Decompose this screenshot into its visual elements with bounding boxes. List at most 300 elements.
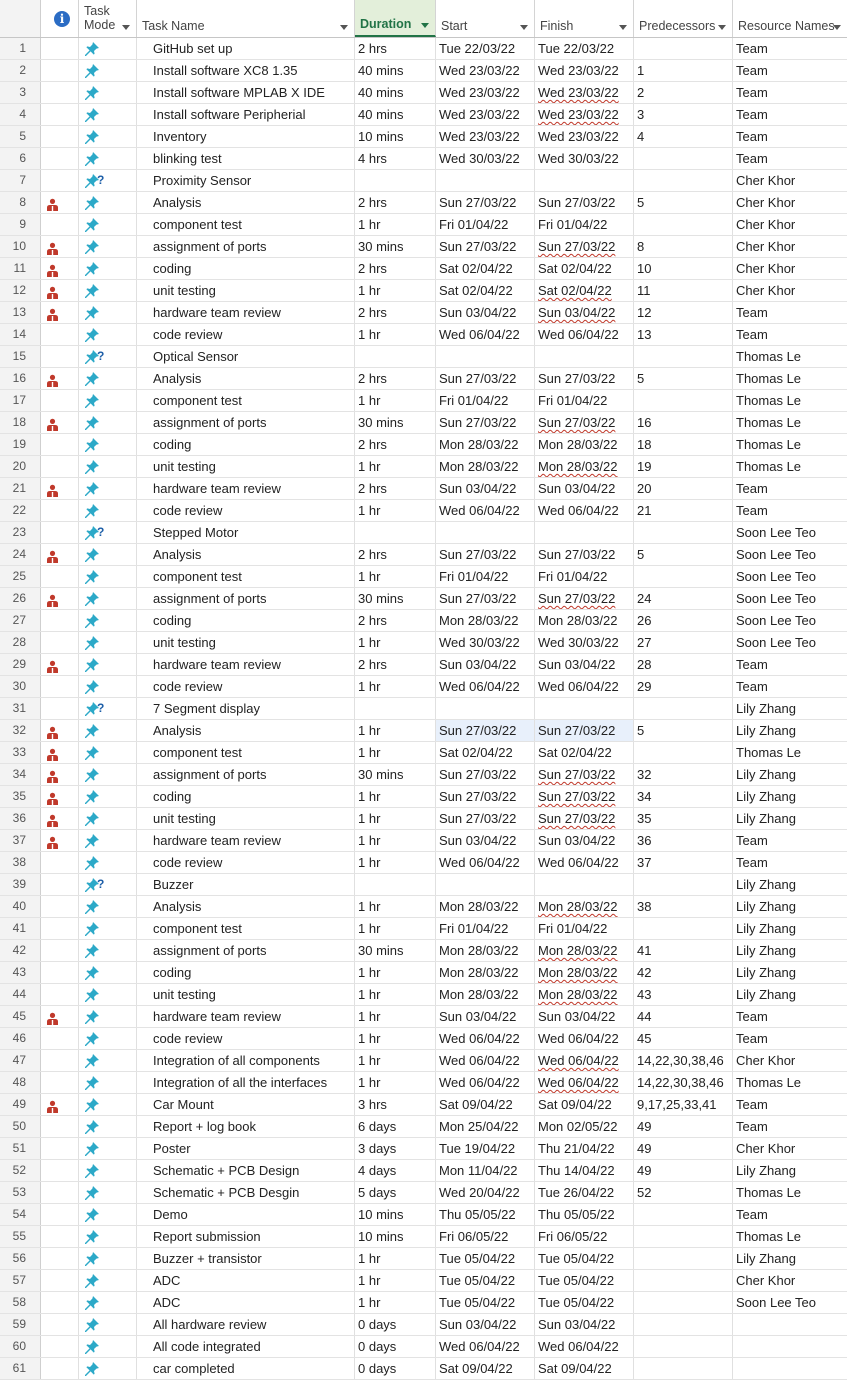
row-id-cell[interactable]: 48 [0,1072,41,1093]
task-name-cell[interactable]: code review [137,500,355,521]
resource-names-cell[interactable]: Team [736,1031,768,1046]
resource-names-cell[interactable]: Team [736,129,768,144]
finish-cell[interactable] [535,280,634,301]
task-mode-cell[interactable] [79,214,137,235]
duration-cell[interactable]: 4 days [355,1160,436,1181]
task-name-cell[interactable]: Install software Peripherial [137,104,355,125]
row-id-cell[interactable]: 20 [0,456,41,477]
finish-cell[interactable] [535,60,634,81]
resource-names-cell[interactable]: Thomas Le [736,1229,802,1244]
duration-cell[interactable]: 1 hr [355,1006,436,1027]
finish-cell[interactable] [535,368,634,389]
table-row[interactable] [0,60,847,82]
chevron-down-icon[interactable] [421,23,429,28]
chevron-down-icon[interactable] [520,25,528,30]
predecessors-cell[interactable]: 5 [634,720,733,741]
resource-names-cell[interactable]: Lily Zhang [736,723,796,738]
task-mode-cell[interactable] [79,698,137,719]
task-mode-cell[interactable] [79,808,137,829]
row-id-cell[interactable]: 54 [0,1204,41,1225]
duration-cell[interactable]: 1 hr [355,1028,436,1049]
table-row[interactable] [0,984,847,1006]
start-cell[interactable]: Mon 28/03/22 [436,962,535,983]
task-mode-cell[interactable] [79,896,137,917]
finish-cell[interactable] [535,852,634,873]
row-id-cell[interactable]: 7 [0,170,41,191]
start-cell[interactable]: Wed 06/04/22 [436,1028,535,1049]
task-mode-cell[interactable] [79,1248,137,1269]
duration-cell[interactable]: 2 hrs [355,434,436,455]
duration-cell[interactable]: 3 days [355,1138,436,1159]
finish-cell[interactable] [535,390,634,411]
table-row[interactable] [0,236,847,258]
predecessors-cell[interactable]: 44 [634,1006,733,1027]
finish-cell[interactable] [535,236,634,257]
table-row[interactable] [0,38,847,60]
duration-cell[interactable]: 30 mins [355,940,436,961]
start-cell[interactable]: Sun 03/04/22 [436,1314,535,1335]
row-id-cell[interactable]: 31 [0,698,41,719]
row-id-cell[interactable]: 23 [0,522,41,543]
task-mode-cell[interactable] [79,302,137,323]
task-name-cell[interactable]: assignment of ports [137,236,355,257]
start-cell[interactable]: Sun 27/03/22 [436,588,535,609]
predecessors-cell[interactable] [634,214,733,235]
task-name-cell[interactable]: coding [137,258,355,279]
task-name-cell[interactable]: Integration of all the interfaces [137,1072,355,1093]
task-mode-cell[interactable] [79,280,137,301]
row-id-cell[interactable]: 50 [0,1116,41,1137]
start-cell[interactable]: Sun 27/03/22 [436,368,535,389]
task-name-cell[interactable]: component test [137,214,355,235]
start-cell[interactable]: Wed 30/03/22 [436,632,535,653]
task-name-cell[interactable]: coding [137,610,355,631]
row-id-cell[interactable]: 53 [0,1182,41,1203]
row-id-cell[interactable]: 8 [0,192,41,213]
start-cell[interactable] [436,170,535,191]
row-id-cell[interactable]: 46 [0,1028,41,1049]
row-id-cell[interactable]: 61 [0,1358,41,1379]
resource-names-cell[interactable]: Lily Zhang [736,1163,796,1178]
task-name-column-header[interactable] [137,0,355,37]
resource-names-cell[interactable] [733,1336,847,1357]
resource-names-cell[interactable]: Team [736,41,768,56]
table-row[interactable] [0,412,847,434]
resource-names-cell[interactable]: Lily Zhang [736,965,796,980]
row-id-cell[interactable]: 29 [0,654,41,675]
start-cell[interactable] [436,522,535,543]
row-id-cell[interactable]: 5 [0,126,41,147]
predecessors-cell[interactable]: 9,17,25,33,41 [634,1094,733,1115]
resource-names-cell[interactable] [733,1314,847,1335]
duration-cell[interactable]: 2 hrs [355,654,436,675]
task-mode-cell[interactable] [79,258,137,279]
duration-cell[interactable]: 5 days [355,1182,436,1203]
duration-cell[interactable]: 1 hr [355,786,436,807]
start-cell[interactable]: Wed 06/04/22 [436,676,535,697]
duration-cell[interactable]: 2 hrs [355,192,436,213]
duration-cell[interactable] [355,698,436,719]
duration-cell[interactable]: 1 hr [355,984,436,1005]
start-cell[interactable]: Wed 06/04/22 [436,324,535,345]
predecessors-cell[interactable]: 34 [634,786,733,807]
row-id-cell[interactable]: 43 [0,962,41,983]
task-mode-cell[interactable] [79,874,137,895]
select-all-corner[interactable] [0,0,41,37]
resource-names-cell[interactable]: Team [736,305,768,320]
task-mode-cell[interactable] [79,1050,137,1071]
task-mode-cell[interactable] [79,610,137,631]
task-mode-cell[interactable] [79,126,137,147]
resource-names-cell[interactable]: Team [736,151,768,166]
table-row[interactable] [0,808,847,830]
finish-cell[interactable] [535,478,634,499]
resource-names-cell[interactable]: Lily Zhang [736,811,796,826]
duration-cell[interactable]: 1 hr [355,676,436,697]
row-id-cell[interactable]: 3 [0,82,41,103]
predecessors-cell[interactable] [634,1270,733,1291]
finish-cell[interactable] [535,1116,634,1137]
table-row[interactable] [0,1006,847,1028]
start-cell[interactable]: Tue 22/03/22 [436,38,535,59]
duration-cell[interactable]: 1 hr [355,720,436,741]
resource-names-cell[interactable]: Team [736,1009,768,1024]
start-cell[interactable]: Sun 03/04/22 [436,302,535,323]
predecessors-column-header[interactable] [634,0,733,37]
predecessors-cell[interactable] [634,566,733,587]
start-cell[interactable]: Wed 23/03/22 [436,82,535,103]
row-id-cell[interactable]: 22 [0,500,41,521]
start-cell[interactable]: Fri 01/04/22 [436,918,535,939]
task-mode-cell[interactable] [79,632,137,653]
task-name-cell[interactable]: ADC [137,1270,355,1291]
row-id-cell[interactable]: 34 [0,764,41,785]
task-mode-cell[interactable] [79,104,137,125]
finish-cell[interactable] [535,412,634,433]
task-name-cell[interactable]: Schematic + PCB Desgin [137,1182,355,1203]
start-cell[interactable] [436,874,535,895]
table-row[interactable] [0,522,847,544]
task-name-cell[interactable]: component test [137,918,355,939]
start-cell[interactable]: Mon 28/03/22 [436,434,535,455]
task-mode-cell[interactable] [79,742,137,763]
start-cell[interactable]: Sun 27/03/22 [436,412,535,433]
table-row[interactable] [0,104,847,126]
row-id-cell[interactable]: 19 [0,434,41,455]
task-name-cell[interactable]: Analysis [137,544,355,565]
duration-cell[interactable]: 1 hr [355,280,436,301]
finish-cell[interactable] [535,588,634,609]
row-id-cell[interactable]: 41 [0,918,41,939]
task-name-cell[interactable]: Analysis [137,720,355,741]
table-row[interactable] [0,478,847,500]
finish-cell[interactable] [535,1336,634,1357]
start-cell[interactable]: Mon 28/03/22 [436,896,535,917]
finish-cell[interactable] [535,918,634,939]
duration-cell[interactable]: 1 hr [355,1072,436,1093]
task-name-cell[interactable]: Report submission [137,1226,355,1247]
predecessors-cell[interactable]: 5 [634,368,733,389]
finish-cell[interactable] [535,962,634,983]
task-mode-cell[interactable] [79,1072,137,1093]
row-id-cell[interactable]: 58 [0,1292,41,1313]
row-id-cell[interactable]: 49 [0,1094,41,1115]
task-name-cell[interactable]: hardware team review [137,830,355,851]
duration-cell[interactable]: 1 hr [355,566,436,587]
resource-names-cell[interactable]: Soon Lee Teo [736,569,816,584]
resource-names-cell[interactable]: Thomas Le [736,1075,802,1090]
row-id-cell[interactable]: 21 [0,478,41,499]
task-mode-cell[interactable] [79,148,137,169]
start-cell[interactable]: Sat 02/04/22 [436,280,535,301]
resource-names-cell[interactable]: Team [736,85,768,100]
row-id-cell[interactable]: 2 [0,60,41,81]
row-id-cell[interactable]: 35 [0,786,41,807]
predecessors-cell[interactable]: 19 [634,456,733,477]
table-row[interactable] [0,214,847,236]
task-name-cell[interactable]: Integration of all components [137,1050,355,1071]
task-mode-cell[interactable] [79,390,137,411]
predecessors-cell[interactable] [634,1292,733,1313]
duration-cell[interactable]: 30 mins [355,764,436,785]
start-cell[interactable] [436,346,535,367]
table-row[interactable] [0,632,847,654]
table-row[interactable] [0,544,847,566]
finish-cell[interactable] [535,500,634,521]
finish-cell[interactable] [535,1226,634,1247]
task-name-cell[interactable]: Inventory [137,126,355,147]
duration-cell[interactable]: 30 mins [355,588,436,609]
start-cell[interactable]: Sun 03/04/22 [436,1006,535,1027]
task-mode-cell[interactable] [79,1006,137,1027]
table-row[interactable] [0,82,847,104]
resource-names-cell[interactable]: Lily Zhang [736,767,796,782]
row-id-cell[interactable]: 16 [0,368,41,389]
finish-cell[interactable] [535,1006,634,1027]
finish-cell[interactable] [535,698,634,719]
row-id-cell[interactable]: 38 [0,852,41,873]
resource-names-cell[interactable]: Soon Lee Teo [736,525,816,540]
predecessors-cell[interactable]: 10 [634,258,733,279]
table-row[interactable] [0,346,847,368]
predecessors-cell[interactable]: 49 [634,1138,733,1159]
task-name-cell[interactable]: Install software XC8 1.35 [137,60,355,81]
start-cell[interactable]: Wed 23/03/22 [436,60,535,81]
duration-cell[interactable]: 1 hr [355,324,436,345]
table-row[interactable] [0,1204,847,1226]
task-name-cell[interactable]: component test [137,566,355,587]
resource-names-cell[interactable]: Cher Khor [736,1273,796,1288]
chevron-down-icon[interactable] [340,25,348,30]
finish-cell[interactable] [535,940,634,961]
finish-cell[interactable] [535,720,634,741]
task-mode-cell[interactable] [79,1358,137,1379]
table-row[interactable] [0,610,847,632]
finish-cell[interactable] [535,1358,634,1379]
resource-names-cell[interactable]: Cher Khor [736,217,796,232]
task-mode-cell[interactable] [79,588,137,609]
predecessors-cell[interactable]: 29 [634,676,733,697]
duration-cell[interactable]: 10 mins [355,1226,436,1247]
finish-cell[interactable] [535,1248,634,1269]
predecessors-cell[interactable]: 41 [634,940,733,961]
task-name-cell[interactable]: GitHub set up [137,38,355,59]
predecessors-cell[interactable] [634,38,733,59]
start-cell[interactable]: Mon 28/03/22 [436,940,535,961]
finish-cell[interactable] [535,984,634,1005]
duration-cell[interactable]: 30 mins [355,412,436,433]
duration-cell[interactable]: 3 hrs [355,1094,436,1115]
finish-cell[interactable] [535,1204,634,1225]
predecessors-cell[interactable]: 5 [634,192,733,213]
task-mode-cell[interactable] [79,500,137,521]
resource-names-cell[interactable]: Lily Zhang [736,1251,796,1266]
resource-names-cell[interactable]: Team [736,63,768,78]
row-id-cell[interactable]: 11 [0,258,41,279]
resource-names-cell[interactable]: Lily Zhang [736,987,796,1002]
task-name-cell[interactable]: Analysis [137,896,355,917]
task-mode-cell[interactable] [79,1314,137,1335]
resource-names-cell[interactable]: Thomas Le [736,371,802,386]
predecessors-cell[interactable]: 11 [634,280,733,301]
task-name-cell[interactable]: Stepped Motor [137,522,355,543]
predecessors-cell[interactable]: 52 [634,1182,733,1203]
task-mode-cell[interactable] [79,984,137,1005]
task-mode-cell[interactable] [79,1182,137,1203]
predecessors-cell[interactable]: 13 [634,324,733,345]
start-cell[interactable]: Tue 05/04/22 [436,1248,535,1269]
predecessors-cell[interactable]: 28 [634,654,733,675]
start-cell[interactable]: Thu 05/05/22 [436,1204,535,1225]
row-id-cell[interactable]: 52 [0,1160,41,1181]
start-cell[interactable]: Wed 06/04/22 [436,1072,535,1093]
row-id-cell[interactable]: 37 [0,830,41,851]
resource-names-cell[interactable]: Lily Zhang [736,789,796,804]
predecessors-cell[interactable]: 37 [634,852,733,873]
start-cell[interactable]: Sun 03/04/22 [436,830,535,851]
row-id-cell[interactable]: 51 [0,1138,41,1159]
duration-cell[interactable]: 40 mins [355,104,436,125]
predecessors-cell[interactable]: 14,22,30,38,46 [634,1072,733,1093]
duration-cell[interactable]: 1 hr [355,1050,436,1071]
start-cell[interactable]: Tue 19/04/22 [436,1138,535,1159]
task-name-cell[interactable]: Demo [137,1204,355,1225]
task-mode-cell[interactable] [79,1138,137,1159]
duration-cell[interactable]: 2 hrs [355,610,436,631]
start-cell[interactable]: Wed 30/03/22 [436,148,535,169]
duration-cell[interactable]: 0 days [355,1336,436,1357]
resource-names-cell[interactable]: Team [736,657,768,672]
resource-names-cell[interactable]: Team [736,107,768,122]
row-id-cell[interactable]: 4 [0,104,41,125]
table-row[interactable] [0,1072,847,1094]
row-id-cell[interactable]: 33 [0,742,41,763]
table-row[interactable] [0,1028,847,1050]
duration-cell[interactable]: 2 hrs [355,38,436,59]
table-row[interactable] [0,258,847,280]
predecessors-cell[interactable] [634,522,733,543]
task-name-cell[interactable]: Analysis [137,192,355,213]
resource-names-cell[interactable]: Cher Khor [736,261,796,276]
table-row[interactable] [0,698,847,720]
row-id-cell[interactable]: 14 [0,324,41,345]
table-row[interactable] [0,764,847,786]
resource-names-cell[interactable]: Lily Zhang [736,943,796,958]
resource-names-cell[interactable]: Team [736,1097,768,1112]
task-name-cell[interactable]: All code integrated [137,1336,355,1357]
predecessors-cell[interactable] [634,1336,733,1357]
predecessors-cell[interactable]: 14,22,30,38,46 [634,1050,733,1071]
task-name-cell[interactable]: unit testing [137,456,355,477]
start-cell[interactable]: Sun 27/03/22 [436,544,535,565]
duration-cell[interactable]: 0 days [355,1314,436,1335]
task-mode-cell[interactable] [79,1116,137,1137]
finish-cell[interactable] [535,324,634,345]
finish-cell[interactable] [535,808,634,829]
finish-cell[interactable] [535,1182,634,1203]
predecessors-cell[interactable]: 27 [634,632,733,653]
task-mode-cell[interactable] [79,60,137,81]
chevron-down-icon[interactable] [833,25,841,30]
task-mode-cell[interactable] [79,192,137,213]
task-mode-cell[interactable] [79,566,137,587]
task-name-cell[interactable]: unit testing [137,632,355,653]
start-cell[interactable]: Fri 01/04/22 [436,214,535,235]
row-id-cell[interactable]: 24 [0,544,41,565]
table-row[interactable] [0,654,847,676]
task-name-cell[interactable]: Buzzer [137,874,355,895]
duration-cell[interactable]: 2 hrs [355,544,436,565]
row-id-cell[interactable]: 56 [0,1248,41,1269]
start-cell[interactable]: Sat 09/04/22 [436,1358,535,1379]
predecessors-cell[interactable]: 49 [634,1160,733,1181]
row-id-cell[interactable]: 26 [0,588,41,609]
predecessors-cell[interactable]: 5 [634,544,733,565]
start-cell[interactable]: Mon 25/04/22 [436,1116,535,1137]
table-row[interactable] [0,1270,847,1292]
finish-cell[interactable] [535,1138,634,1159]
predecessors-cell[interactable] [634,874,733,895]
predecessors-cell[interactable]: 18 [634,434,733,455]
task-mode-cell[interactable] [79,676,137,697]
task-name-cell[interactable]: Report + log book [137,1116,355,1137]
finish-cell[interactable] [535,544,634,565]
predecessors-cell[interactable]: 32 [634,764,733,785]
row-id-cell[interactable]: 6 [0,148,41,169]
start-cell[interactable] [436,698,535,719]
duration-cell[interactable]: 4 hrs [355,148,436,169]
finish-cell[interactable] [535,346,634,367]
task-name-cell[interactable]: hardware team review [137,302,355,323]
task-name-cell[interactable]: hardware team review [137,654,355,675]
row-id-cell[interactable]: 40 [0,896,41,917]
start-column-header[interactable] [436,0,535,37]
table-row[interactable] [0,720,847,742]
predecessors-cell[interactable] [634,742,733,763]
task-name-cell[interactable]: assignment of ports [137,940,355,961]
task-mode-cell[interactable] [79,412,137,433]
task-name-cell[interactable]: Car Mount [137,1094,355,1115]
task-mode-cell[interactable] [79,82,137,103]
resource-names-cell[interactable]: Team [736,503,768,518]
task-name-cell[interactable]: blinking test [137,148,355,169]
task-name-cell[interactable]: Optical Sensor [137,346,355,367]
resource-names-cell[interactable]: Soon Lee Teo [736,547,816,562]
task-mode-cell[interactable] [79,478,137,499]
task-mode-cell[interactable] [79,720,137,741]
finish-cell[interactable] [535,676,634,697]
finish-cell[interactable] [535,830,634,851]
